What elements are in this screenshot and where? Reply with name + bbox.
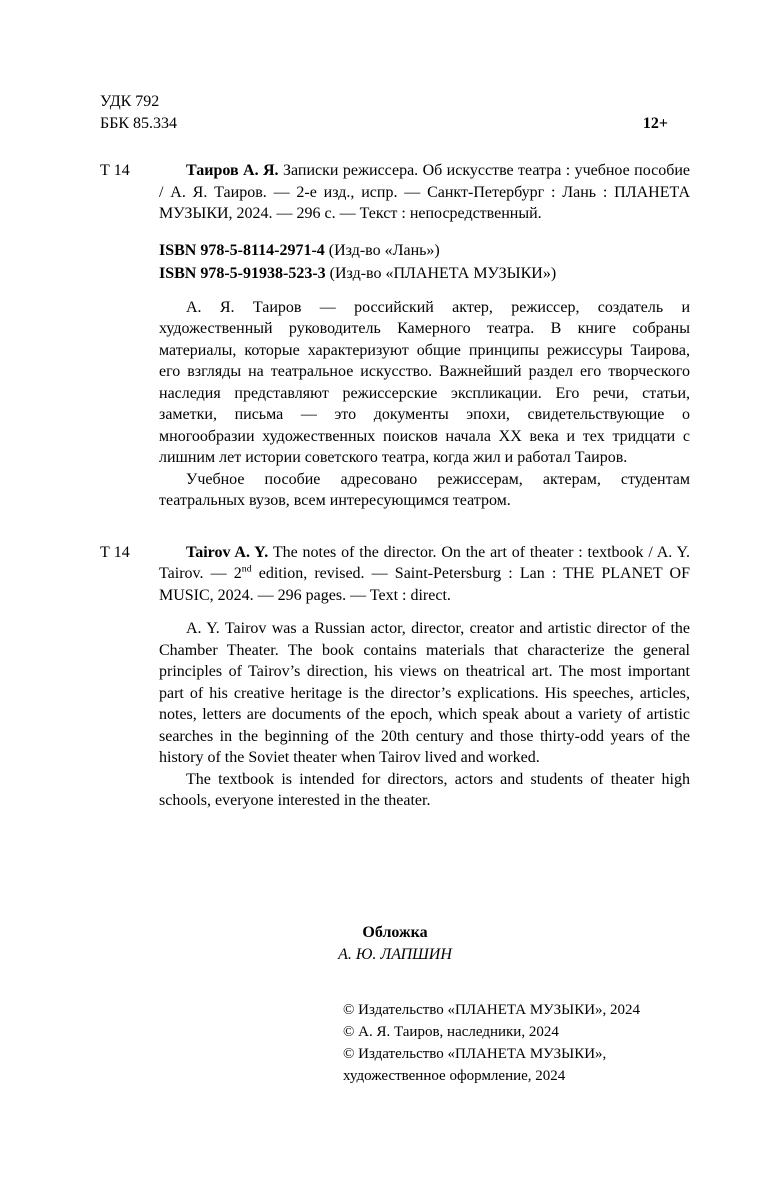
- ru-bibliographic-entry: [100, 160, 690, 225]
- udk-code: УДК 792: [100, 93, 160, 110]
- ru-annotation: [159, 297, 690, 512]
- copyright-line-design-2: художественное оформление, 2024: [343, 1068, 566, 1084]
- en-bibliographic-entry: [100, 542, 690, 607]
- cover-label: Обложка: [362, 924, 428, 941]
- copyright-line-author: © А. Я. Таиров, наследники, 2024: [343, 1024, 559, 1040]
- isbn-line-lan: [159, 239, 690, 262]
- en-entry-description-part1: The notes of the director. On the art of theater : textbook / A. Y. Tairov. — 2: [159, 543, 691, 582]
- copyright-line-publisher: © Издательство «ПЛАНЕТА МУЗЫКИ», 2024: [343, 1002, 641, 1018]
- isbn-lan-publisher: (Изд-во «Лань»): [324, 241, 440, 259]
- bbk-row: [100, 113, 690, 135]
- en-entry-code: Т 14: [100, 543, 130, 561]
- copyright-line-design-1: © Издательство «ПЛАНЕТА МУЗЫКИ»,: [343, 1046, 607, 1062]
- ru-entry-author: Таиров А. Я.: [186, 162, 279, 179]
- isbn-block: [159, 239, 690, 285]
- ru-entry-code: Т 14: [100, 162, 130, 179]
- ru-entry-description: Записки режиссера. Об искусстве театра : учебное пособие / А. Я. Таиров. — 2-е изд., испр. — Санкт-Петербург : Лань : ПЛАНЕТА МУЗЫКИ, 2024. — 296 с. — Текст : непосредственный.: [159, 162, 690, 222]
- en-entry-description-part2: edition, revised. — Saint-Petersburg : Lan : THE PLANET OF MUSIC, 2024. — 296 pages. — Text : direct.: [159, 565, 690, 604]
- en-annotation: [159, 618, 690, 812]
- en-entry-text: [159, 542, 690, 607]
- isbn-planeta-number: ISBN 978-5-91938-523-3: [159, 264, 326, 282]
- age-rating-badge: 12+: [642, 114, 668, 132]
- ru-entry-text: [159, 160, 690, 225]
- bbk-code: ББК 85.334: [100, 114, 178, 132]
- ru-annotation-paragraph-1: А. Я. Таиров — российский актер, режиссер, создатель и художественный руководитель Камерного театра. В книге собраны материалы, которые характеризуют общие принципы режиссуры Таирова, его взгляды на театральное искусство. Важнейший раздел его творческого наследия представляют режиссерские экспликации. Его речи, статьи, заметки, письма — это документы эпохи, свидетельствующие о многообразии художественных поисков начала XX века и тех тридцати с лишним лет истории советского театра, когда жил и работал Таиров.: [159, 298, 690, 466]
- classification-block: [100, 91, 690, 134]
- en-entry-author: Tairov A. Y.: [186, 543, 269, 561]
- en-entry-edition-superscript: nd: [241, 563, 252, 575]
- en-annotation-paragraph-1: A. Y. Tairov was a Russian actor, director, creator and artistic director of the Chamber Theater. The book contains materials that characterize the general principles of Tairov’s direction, his views on theatrical art. The most important part of his creative heritage is the director’s explications. His speeches, articles, notes, letters are documents of the epoch, which speak about a variety of artistic searches in the beginning of the 20th century and those thirty-odd years of the history of the Soviet theater when Tairov lived and worked.: [159, 620, 690, 766]
- en-annotation-paragraph-2: The textbook is intended for directors, actors and students of theater high schools, everyone interested in the theater.: [159, 770, 690, 809]
- ru-annotation-paragraph-2: Учебное пособие адресовано режиссерам, актерам, студентам театральных вузов, всем интересующимся театром.: [159, 470, 690, 509]
- isbn-planeta-publisher: (Изд-во «ПЛАНЕТА МУЗЫКИ»): [325, 264, 557, 282]
- isbn-lan-number: ISBN 978-5-8114-2971-4: [159, 241, 325, 259]
- isbn-line-planeta: [159, 262, 690, 285]
- copyright-block: [343, 999, 683, 1087]
- cover-designer-name: А. Ю. ЛАПШИН: [338, 945, 452, 963]
- cover-credit-block: [100, 922, 690, 965]
